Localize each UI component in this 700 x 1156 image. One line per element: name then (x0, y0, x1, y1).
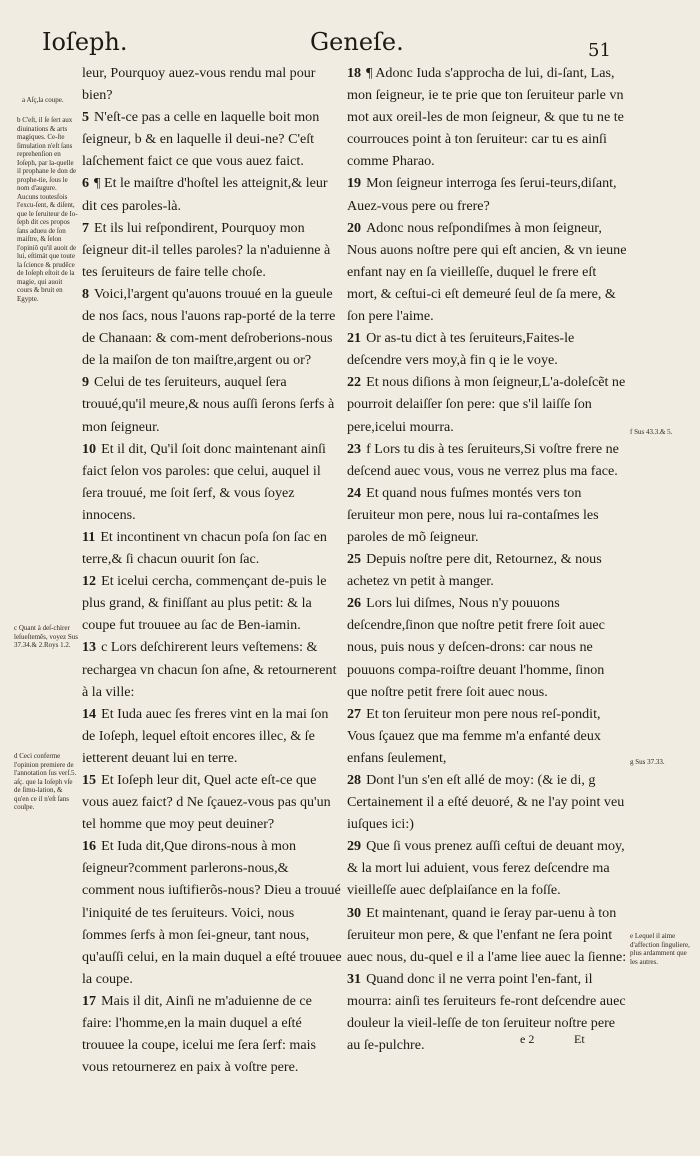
verse-text: N'eſt-ce pas a celle en laquelle boit mon ſeigneur, b & en laquelle il deui-ne? C'eſt laſchement faict ce que vous auez faict. (82, 109, 320, 170)
verse (82, 990, 342, 1078)
margin-note-a: a Aſç,la coupe. (22, 96, 64, 104)
verse (347, 835, 627, 901)
verse-number: 12 (82, 573, 97, 590)
verse-text: Et Iuda dit,Que dirons-nous à mon ſeigneur?comment parlerons-nous,& comment nous iuſtifierõs-nous? Dieu a trouué l'iniquité de tes ſeruiteurs. Voici, nous ſommes ſerfs à mon ſei-gneur, tant nous, qu'auſſi celui, en la main duquel a eſté trouuee la coupe. (82, 838, 342, 987)
verse (347, 703, 627, 769)
verse-text: Celui de tes ſeruiteurs, auquel ſera trouué,qu'il meure,& nous auſſi ſerons ſerfs à mon ſeigneur. (82, 374, 335, 435)
verse (347, 592, 627, 702)
verse-text: Que ſi vous prenez auſſi ceſtui de deuant moy, & la mort lui aduient, vous ferez deſcendre ma vieilleſſe auec deſplaiſance en la foſſe. (347, 838, 625, 899)
verse-text: Et il dit, Qu'il ſoit donc maintenant ainſi faict ſelon vos paroles: que celui, auquel il ſera trouué, me ſoit ſerf, & vous ſoyez innocens. (82, 440, 326, 523)
verse-number: 31 (347, 970, 362, 987)
verse-number: 15 (82, 772, 97, 788)
verse (347, 172, 627, 216)
verse-text: c Lors deſchirerent leurs veſtemens: & rechargea vn chacun ſon aſne, & retournerent à la ville: (82, 639, 337, 700)
verse (82, 62, 342, 106)
verse-text: Dont l'un s'en eſt allé de moy: (& ie di, g Certainement il a eſté deuoré, & ne l'ay point veu iuſques ici:) (347, 772, 625, 833)
verse-number: 30 (347, 904, 362, 921)
verse-number: 7 (82, 219, 90, 236)
verse-number: 19 (347, 175, 362, 192)
verse-number: 27 (347, 705, 362, 722)
verse-number: 26 (347, 595, 362, 612)
verse-text: leur, Pourquoy auez-vous rendu mal pour bien? (82, 65, 316, 104)
verse-number: 16 (82, 838, 97, 855)
verse-number: 28 (347, 772, 362, 788)
verse-number: 23 (347, 440, 362, 457)
verse (347, 371, 627, 437)
verse-number: 25 (347, 551, 362, 568)
verse-number: 29 (347, 838, 362, 855)
verse-text: Et incontinent vn chacun poſa ſon ſac en terre,& ſi chacun ouurit ſon ſac. (82, 528, 327, 568)
verse-number: 5 (82, 109, 90, 126)
verse-text: Et Ioſeph leur dit, Quel acte eſt-ce que vous auez faict? d Ne ſçauez-vous pas qu'un tel homme que moy peut deuiner? (82, 772, 331, 833)
left-text-column (82, 62, 342, 1078)
verse (82, 371, 342, 437)
verse (82, 106, 342, 172)
verse (82, 172, 342, 216)
verse-number: 22 (347, 374, 362, 391)
verse-text: Et ton ſeruiteur mon pere nous reſ-pondit, Vous ſçauez que ma femme m'a enfanté deux enfans ſeulement, (347, 705, 601, 766)
verse-number: 10 (82, 440, 97, 457)
margin-note-c: c Quant à deſ-chirer leſueſtemẽs, voyez Sus 37.34.& 2.Roys 1.2. (14, 624, 78, 649)
margin-note-f: f Sus 43.3.& 5. (630, 428, 673, 436)
page-number: 51 (588, 40, 611, 61)
verse-number: 14 (82, 705, 97, 722)
verse-number: 11 (82, 528, 96, 545)
margin-note-e: e Lequel il aime d'affection ſinguliere, plus ardamment que les autres. (630, 932, 690, 966)
verse (82, 570, 342, 636)
verse-text: Et nous diſions à mon ſeigneur,L'a-doleſcẽt ne pourroit delaiſſer ſon pere: que s'il laiſſe ſon pere,icelui mourra. (347, 374, 626, 435)
verse (347, 482, 627, 548)
verse (82, 835, 342, 990)
verse-number: 9 (82, 374, 90, 391)
signature-mark: e 2 (520, 1032, 535, 1046)
running-head-left: Ioſeph. (42, 28, 128, 56)
verse (82, 703, 342, 769)
verse (82, 438, 342, 526)
verse (347, 62, 627, 172)
verse-text: Lors lui diſmes, Nous n'y pouuons deſcendre,ſinon que noſtre petit frere ſoit auec nous, puis nous y deſcen-drons: car nous ne pouuons compa-roiſtre deuant l'homme, ſinon que noſtre petit frere ſoit auec nous. (347, 595, 605, 700)
verse-number: 17 (82, 992, 97, 1009)
verse-text: Depuis noſtre pere dit, Retournez, & nous achetez vn petit à manger. (347, 551, 602, 590)
verse-text: Mon ſeigneur interroga ſes ſerui-teurs,diſant, Auez-vous pere ou frere? (347, 175, 617, 214)
verse-text: Et ils lui reſpondirent, Pourquoy mon ſeigneur dit-il telles paroles? la n'aduienne à tes ſeruiteurs de faire telle choſe. (82, 219, 331, 280)
verse (347, 327, 627, 371)
right-text-column (347, 62, 627, 1056)
verse (82, 283, 342, 371)
verse-number: 6 (82, 175, 90, 192)
verse-text: Quand donc il ne verra point l'en-fant, il mourra: ainſi tes ſeruiteurs fe-ront deſcendre auec douleur la vieil-leſſe de ton ſeruiteur noſtre pere au ſe-pulchre. (347, 970, 626, 1054)
verse-text: Et Iuda auec ſes freres vint en la mai ſon de Ioſeph, lequel eſtoit encores illec, & ſe ietterent deuant lui en terre. (82, 705, 329, 766)
verse (347, 548, 627, 592)
verse (347, 769, 627, 835)
verse-number: 18 (347, 65, 362, 81)
verse (82, 769, 342, 835)
verse-text: Adonc nous reſpondiſmes à mon ſeigneur, Nous auons noſtre pere qui eſt ancien, & vn ieune enfant nay en ſa vieilleſſe, duquel le frere eſt mort, & ceſtui-ci eſt demeuré ſeul de ſa mere, & ſon pere l'aime. (347, 219, 627, 325)
verse-text: Or as-tu dict à tes ſeruiteurs,Faites-le deſcendre vers moy,à fin q ie le voye. (347, 330, 575, 369)
verse-number: 13 (82, 639, 97, 656)
verse-number: 21 (347, 330, 362, 347)
verse-text: Et maintenant, quand ie ſeray par-uenu à ton ſeruiteur mon pere, & que l'enfant ne ſera point auec nous, du-quel e il a l'ame liee auec la ſienne: (347, 904, 627, 965)
verse-text: Et icelui cercha, commençant de-puis le plus grand, & finiſſant au plus petit: & la coupe fut trouuee au ſac de Ben-iamin. (82, 573, 327, 634)
verse (82, 636, 342, 702)
running-head-center: Geneſe. (310, 28, 404, 56)
verse-text: ¶ Adonc Iuda s'approcha de lui, di-ſant, Las, mon ſeigneur, ie te prie que ton ſeruiteur parle vn mot aux oreil-les de mon ſeigneur, & que tu ne te courrouces point à ton ſeruiteur: car tu es ainſi comme Pharao. (347, 65, 624, 170)
verse (347, 968, 627, 1056)
verse-number: 20 (347, 219, 362, 236)
margin-note-g: g Sus 37.33. (630, 758, 665, 766)
margin-note-d: d Ceci conferme l'opinion premiere de l'annotation ſus verſ.5. aſç. que la Ioſeph vſe de ſimu-lation, & qu'en ce il n'eſt ſans coulpe. (14, 752, 77, 811)
verse-text: ¶ Et le maiſtre d'hoſtel les atteignit,& leur dit ces paroles-là. (82, 175, 328, 214)
verse (347, 438, 627, 482)
catchword: Et (574, 1032, 585, 1046)
verse-text: Mais il dit, Ainſi ne m'aduienne de ce faire: l'homme,en la main duquel a eſté trouuee la coupe, icelui me ſera ſerf: mais vous retournerez en paix à voſtre pere. (82, 992, 317, 1076)
verse (82, 217, 342, 283)
verse (347, 217, 627, 327)
margin-note-b: b C'eſt, il ſe ſert aux diuinations & arts magiques. Ce-ſte ſimulation n'eſt ſans reprehenſion en Ioſeph, par la-quelle il prophane le don de prophe-tie, ſous le nom d'augure. Aucuns toutesfois l'excu-ſent, & diſent, que le ſeruiteur de Io-ſeph dit ces propos ſans adueu de ſon maiſtre, & ſelon l'opiniõ qu'il auoit de lui, eſtimát que toute la ſcience & prudẽce de Ioſeph eſtoit de la magie, qui auoit cours & bruit en Egypte. (17, 116, 78, 303)
verse-text: Et quand nous fuſmes montés vers ton ſeruiteur mon pere, nous lui ra-contaſmes les paroles de mõ ſeigneur. (347, 484, 599, 545)
verse (82, 526, 342, 570)
verse-number: 8 (82, 285, 90, 302)
verse-text: f Lors tu dis à tes ſeruiteurs,Si voſtre frere ne deſcend auec vous, vous ne verrez plus ma face. (347, 440, 619, 479)
verse-number: 24 (347, 484, 362, 501)
verse-text: Voici,l'argent qu'auons trouué en la gueule de nos ſacs, nous l'auons rap-porté de la terre de Chanaan: & com-ment deſroberions-nous de la maiſon de ton maiſtre,argent ou or? (82, 285, 336, 369)
verse (347, 902, 627, 968)
